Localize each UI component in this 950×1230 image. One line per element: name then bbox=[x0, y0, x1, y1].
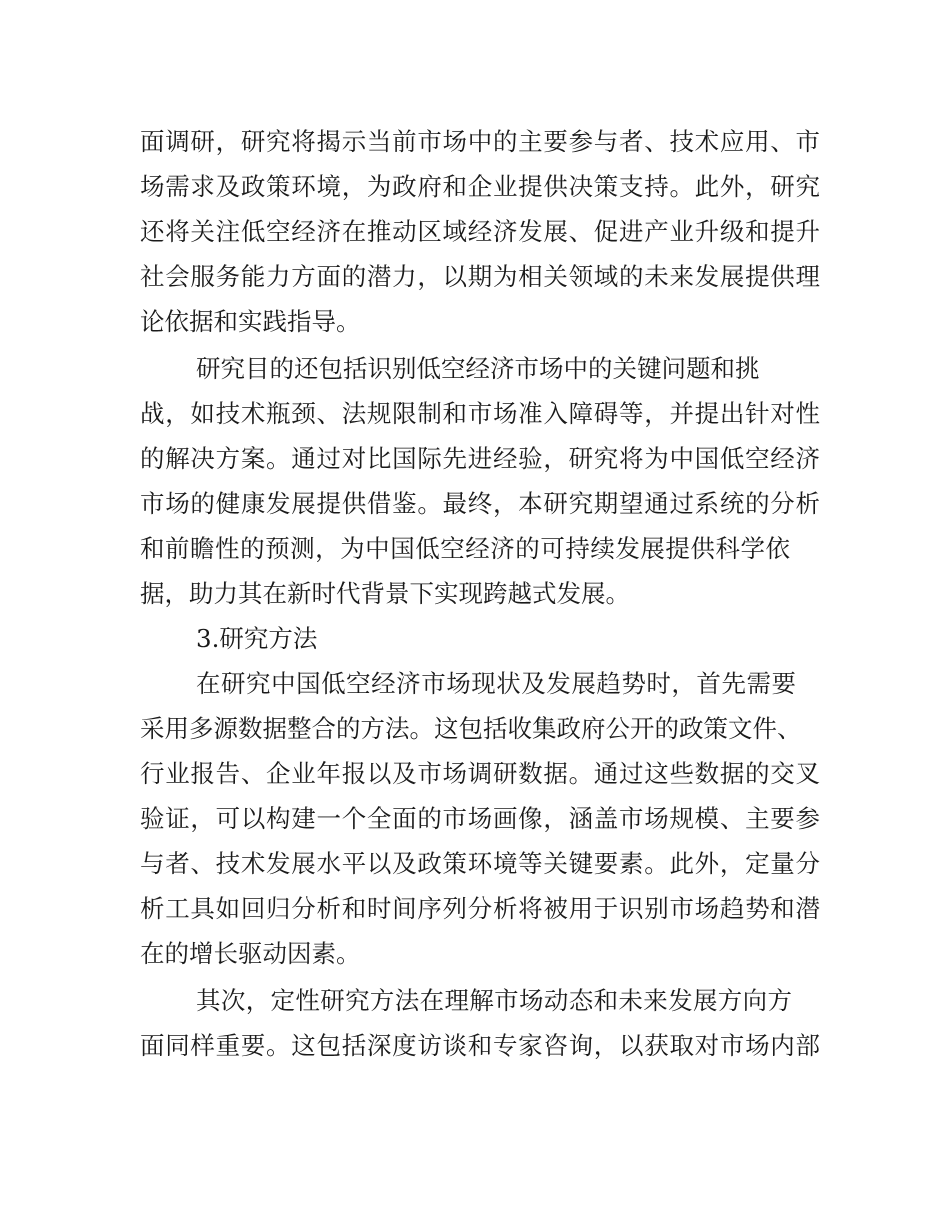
text-line: 析工具如回归分析和时间序列分析将被用于识别市场趋势和潜 bbox=[140, 894, 820, 923]
text-line: 研究目的还包括识别低空经济市场中的关键问题和挑 bbox=[196, 354, 760, 383]
text-line: 的解决方案。通过对比国际先进经验，研究将为中国低空经济 bbox=[140, 444, 820, 473]
text-line: 战，如技术瓶颈、法规限制和市场准入障碍等，并提出针对性 bbox=[140, 399, 820, 428]
text-line: 场需求及政策环境，为政府和企业提供决策支持。此外，研究 bbox=[140, 172, 820, 201]
text-line: 与者、技术发展水平以及政策环境等关键要素。此外，定量分 bbox=[140, 849, 820, 878]
text-line: 面调研，研究将揭示当前市场中的主要参与者、技术应用、市 bbox=[140, 127, 820, 156]
text-line: 验证，可以构建一个全面的市场画像，涵盖市场规模、主要参 bbox=[140, 804, 820, 833]
text-line: 采用多源数据整合的方法。这包括收集政府公开的政策文件、 bbox=[140, 714, 802, 743]
text-line: 行业报告、企业年报以及市场调研数据。通过这些数据的交叉 bbox=[140, 759, 820, 788]
text-line: 还将关注低空经济在推动区域经济发展、促进产业升级和提升 bbox=[140, 217, 820, 246]
section-heading: 3.研究方法 bbox=[196, 624, 318, 653]
text-line: 在的增长驱动因素。 bbox=[140, 939, 361, 968]
text-line: 论依据和实践指导。 bbox=[140, 307, 361, 336]
text-line: 市场的健康发展提供借鉴。最终，本研究期望通过系统的分析 bbox=[140, 489, 820, 518]
text-line: 据，助力其在新时代背景下实现跨越式发展。 bbox=[140, 579, 630, 608]
text-line: 和前瞻性的预测，为中国低空经济的可持续发展提供科学依 bbox=[140, 534, 790, 563]
text-line: 面同样重要。这包括深度访谈和专家咨询，以获取对市场内部 bbox=[140, 1031, 820, 1060]
text-line: 社会服务能力方面的潜力，以期为相关领域的未来发展提供理 bbox=[140, 262, 820, 291]
text-line: 其次，定性研究方法在理解市场动态和未来发展方向方 bbox=[196, 986, 792, 1015]
text-line: 在研究中国低空经济市场现状及发展趋势时，首先需要 bbox=[196, 669, 796, 698]
